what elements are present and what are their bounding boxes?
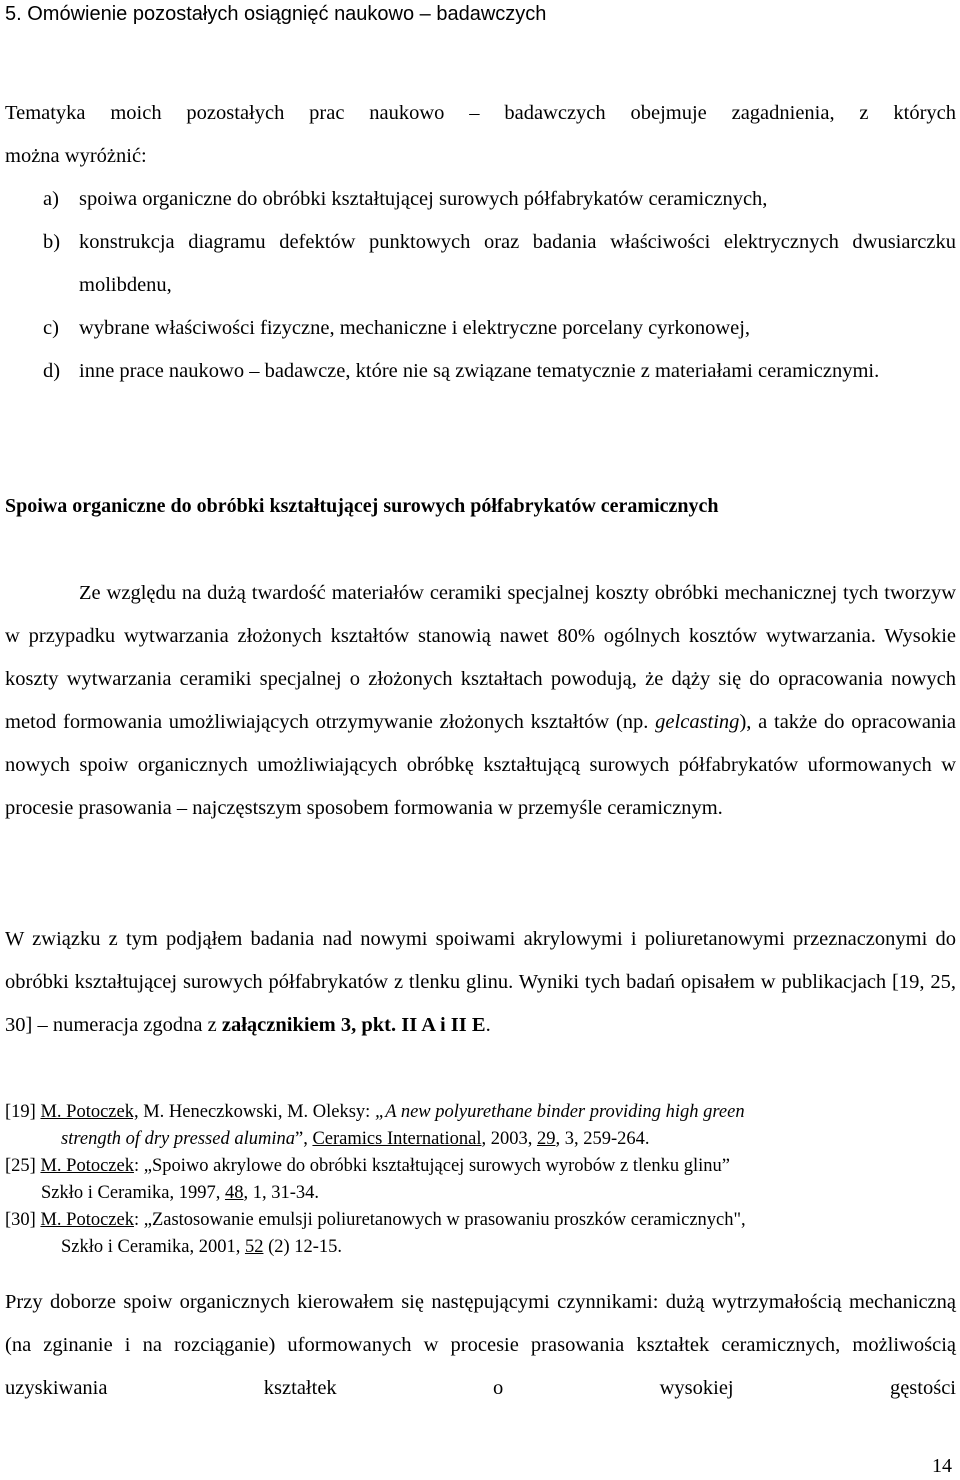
list-item (43, 307, 956, 350)
list-text: inne prace naukowo – badawcze, które nie są związane tematycznie z materiałami ceramicznymi. (79, 360, 880, 382)
list-text: spoiwa organiczne do obróbki kształtującej surowych półfabrykatów ceramicznych, (79, 188, 768, 210)
list-marker: c) (43, 317, 59, 339)
reference-30: [30] M. Potoczek: „Zastosowanie emulsji poliuretanowych w prasowaniu proszków ceramicznych", Szkło i Ceramika, 2001, 52 (2) 12-15. (5, 1210, 746, 1257)
reference-19: [19] M. Potoczek, M. Heneczkowski, M. Oleksy: „A new polyurethane binder providing high green strength of dry pressed alumina”, Ceramics International, 2003, 29, 3, 259-264. (5, 1102, 745, 1149)
paragraph-binders: Ze względu na dużą twardość materiałów ceramiki specjalnej koszty obróbki mechanicznej tych tworzyw w przypadku wytwarzania złożonych kształtów stanowią nawet 80% ogólnych kosztów wytwarzania. Wysokie koszty wytwarzania ceramiki specjalnej o złożonych kształtach powodują, że dąży się do opracowania nowych metod formowania umożliwiających otrzymywanie złożonych kształtów (np. gelcasting), a także do opracowania nowych spoiw organicznych umożliwiających obróbkę kształtującą surowych półfabrykatów uformowanych w procesie prasowania – najczęstszym sposobem formowania w przemyśle ceramicznym. (5, 582, 956, 819)
list-marker: a) (43, 188, 59, 210)
paragraph-research: W związku z tym podjąłem badania nad nowymi spoiwami akrylowymi i poliuretanowymi przeznaczonymi do obróbki kształtującej surowych półfabrykatów z tlenku glinu. Wyniki tych badań opisałem w publikacjach [19, 25, 30] – numeracja zgodna z załącznikiem 3, pkt. II A i II E. (5, 928, 956, 1036)
subsection-title: Spoiwa organiczne do obróbki kształtującej surowych półfabrykatów ceramicznych (5, 495, 719, 517)
intro-line-1: Tematyka moich pozostałych prac naukowo – badawczych obejmuje zagadnienia, z których (5, 102, 956, 124)
list-marker: d) (43, 360, 61, 382)
list-text: konstrukcja diagramu defektów punktowych oraz badania właściwości elektrycznych dwusiarczku molibdenu, (79, 231, 956, 296)
reference-25: [25] M. Potoczek: „Spoiwo akrylowe do obróbki kształtującej surowych wyrobów z tlenku glinu” Szkło i Ceramika, 1997, 48, 1, 31-34. (5, 1156, 730, 1203)
list-marker: b) (43, 231, 61, 253)
page-number: 14 (932, 1455, 952, 1477)
intro-line-2: można wyróżnić: (5, 145, 147, 167)
section-heading: 5. Omówienie pozostałych osiągnięć naukowo – badawczych (5, 3, 547, 25)
list-item (43, 350, 956, 393)
list-item (43, 221, 956, 307)
list-text: wybrane właściwości fizyczne, mechaniczne i elektryczne porcelany cyrkonowej, (79, 317, 751, 339)
list-item (43, 178, 956, 221)
paragraph-binder-selection: Przy doborze spoiw organicznych kierowałem się następującymi czynnikami: dużą wytrzymałością mechaniczną (na zginanie i na rozciąganie) uformowanych w procesie prasowania kształtek ceramicznych, możliwością uzyskiwania kształtek o wysokiej gęstości (5, 1291, 956, 1399)
